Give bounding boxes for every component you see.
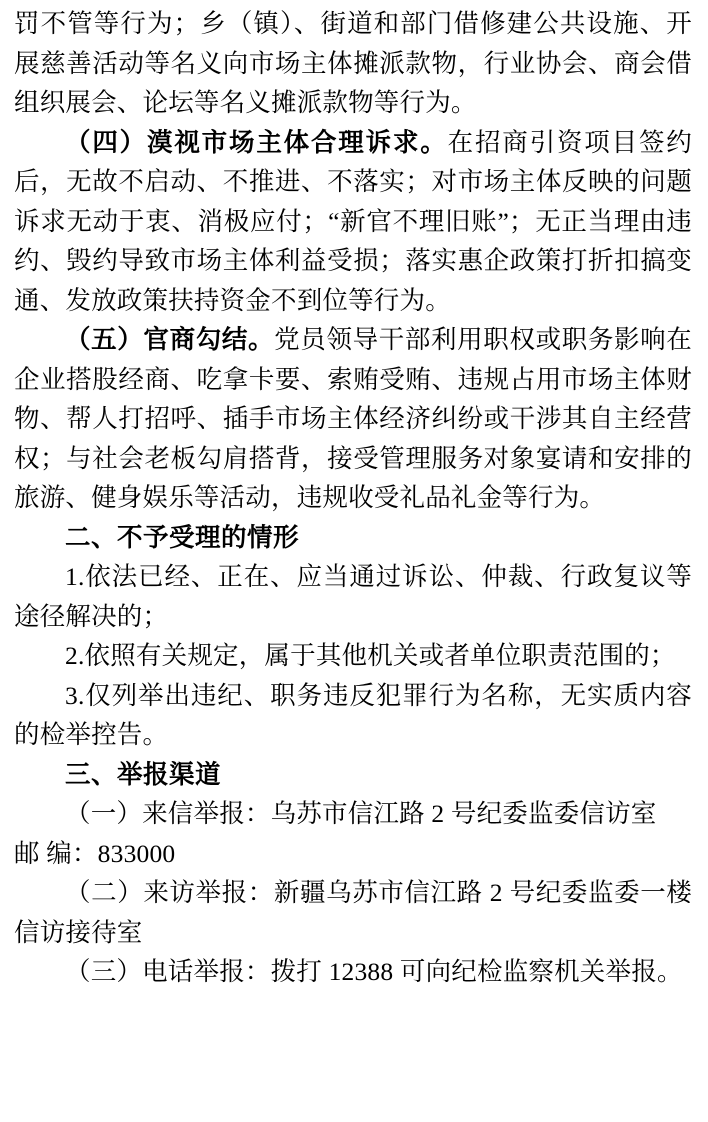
list-item-2-3: 3.仅列举出违纪、职务违反犯罪行为名称，无实质内容的检举控告。 <box>14 680 692 749</box>
channel-phone: （三）电话举报：拨打 12388 可向纪检监察机关举报。 <box>65 957 683 986</box>
paragraph-item-five-body: 党员领导干部利用职权或职务影响在企业搭股经商、吃拿卡要、索贿受贿、违规占用市场主体财物、帮人打招呼、插手市场主体经济纠纷或干涉其自主经营权；与社会老板勾肩搭背，接受管理服务对象宴请和安排的旅游、健身娱乐等活动，违规收受礼品礼金等行为。 <box>14 325 693 512</box>
channel-letter-postcode: 邮 编：833000 <box>14 838 176 868</box>
paragraph-item-five-lead: （五）官商勾结。 <box>65 325 275 354</box>
paragraph-item-four-lead: （四）漠视市场主体合理诉求。 <box>65 127 448 157</box>
list-item-2-1: 1.依法已经、正在、应当通过诉讼、仲裁、行政复议等途径解决的； <box>14 562 692 631</box>
channel-visit: （二）来访举报：新疆乌苏市信江路 2 号纪委监委一楼信访接待室 <box>14 878 692 947</box>
paragraph-item-four-body: 在招商引资项目签约后，无故不启动、不推进、不落实；对市场主体反映的问题诉求无动于衷、消极应付；“新官不理旧账”；无正当理由违约、毁约导致市场主体利益受损；落实惠企政策打折扣搞变通、发放政策扶持资金不到位等行为。 <box>14 127 692 315</box>
channel-letter: （一）来信举报：乌苏市信江路 2 号纪委监委信访室 <box>65 799 657 828</box>
paragraph-continued: 罚不管等行为；乡（镇）、街道和部门借修建公共设施、开展慈善活动等名义向市场主体摊派款物，行业协会、商会借组织展会、论坛等名义摊派款物等行为。 <box>14 9 692 117</box>
heading-section-three: 三、举报渠道 <box>65 759 222 789</box>
list-item-2-2: 2.依照有关规定，属于其他机关或者单位职责范围的； <box>65 641 676 670</box>
paragraph-item-five <box>14 320 692 518</box>
paragraph-item-four <box>14 123 692 321</box>
heading-section-two: 二、不予受理的情形 <box>65 522 300 552</box>
